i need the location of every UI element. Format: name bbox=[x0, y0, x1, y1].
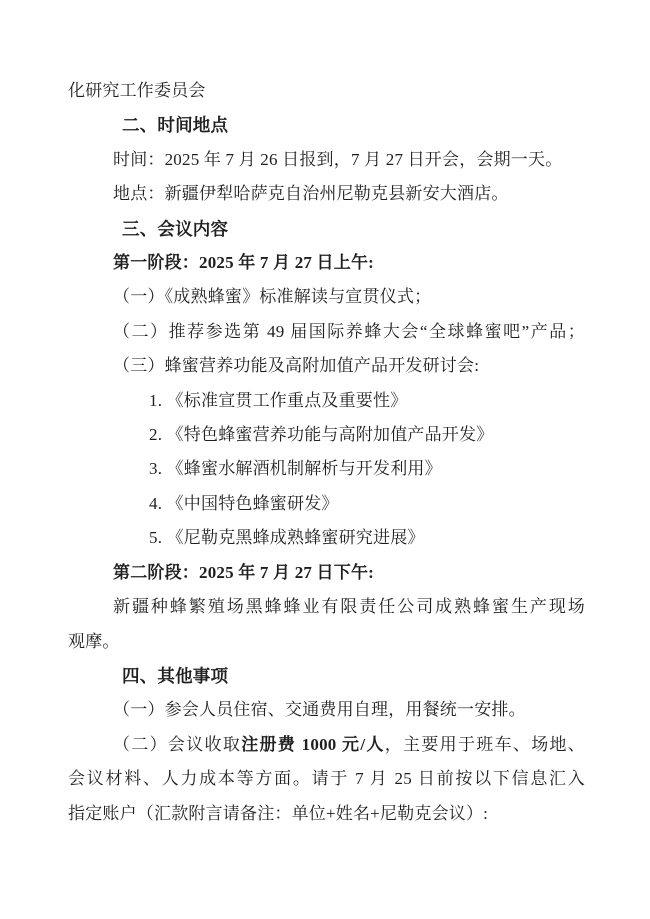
text-run: 2. 《特色蜂蜜营养功能与高附加值产品开发》 bbox=[149, 425, 494, 445]
text-run: 化研究工作委员会 bbox=[68, 81, 206, 100]
line-site-visit-continuation bbox=[68, 625, 585, 659]
line-site-visit bbox=[113, 590, 585, 624]
line-fee-continuation-1 bbox=[68, 762, 585, 796]
talk-item-3 bbox=[149, 452, 585, 486]
text-run: （三）蜂蜜营养功能及高附加值产品开发研讨会: bbox=[113, 356, 480, 376]
agenda-item-1 bbox=[113, 280, 585, 314]
heading-other-matters bbox=[122, 659, 585, 693]
text-run: （一）《成熟蜂蜜》标准解读与宣贯仪式； bbox=[113, 287, 432, 307]
talk-item-2 bbox=[149, 418, 585, 452]
text-run: 新疆种蜂繁殖场黑蜂蜂业有限责任公司成熟蜂蜜生产现场 bbox=[113, 597, 585, 617]
heading-phase-1 bbox=[113, 246, 585, 280]
agenda-item-3 bbox=[113, 349, 585, 383]
line-fee-continuation-2 bbox=[68, 797, 585, 831]
text-run: 时间：2025 年 7 月 26 日报到，7 月 27 日开会，会期一天。 bbox=[113, 149, 563, 169]
text-run: 第一阶段：2025 年 7 月 27 日上午: bbox=[113, 253, 375, 273]
text-run: 4. 《中国特色蜂蜜研发》 bbox=[149, 493, 339, 513]
line-meeting-location bbox=[113, 177, 585, 211]
text-run: （一）参会人员住宿、交通费用自理，用餐统一安排。 bbox=[113, 700, 526, 720]
text-run: 3. 《蜂蜜水解酒机制解析与开发利用》 bbox=[149, 459, 442, 479]
line-meeting-time bbox=[113, 143, 585, 177]
line-committee-continuation bbox=[68, 74, 585, 108]
text-run: 第二阶段：2025 年 7 月 27 日下午: bbox=[113, 562, 375, 582]
other-item-1-lodging bbox=[113, 693, 585, 727]
text-run: 三、会议内容 bbox=[122, 218, 229, 239]
heading-time-location bbox=[122, 108, 585, 142]
text-run: ，主要用于班车、场地、 bbox=[384, 734, 586, 754]
text-run: （二）会议收取 bbox=[113, 734, 242, 754]
talk-item-5 bbox=[149, 521, 585, 555]
document-text-column bbox=[68, 74, 585, 831]
text-run: 观摩。 bbox=[68, 631, 120, 651]
heading-meeting-content bbox=[122, 212, 585, 246]
agenda-item-2 bbox=[113, 315, 585, 349]
talk-item-4 bbox=[149, 487, 585, 521]
text-run: （二）推荐参选第 49 届国际养蜂大会“全球蜂蜜吧”产品； bbox=[113, 321, 585, 341]
heading-phase-2 bbox=[113, 556, 585, 590]
text-run: 指定账户（汇款附言请备注：单位+姓名+尼勒克会议）: bbox=[68, 803, 489, 823]
text-run: 二、时间地点 bbox=[122, 115, 229, 136]
text-run: 四、其他事项 bbox=[122, 665, 229, 686]
text-run: 会议材料、人力成本等方面。请于 7 月 25 日前按以下信息汇入 bbox=[68, 769, 585, 789]
text-run: 5. 《尼勒克黑蜂成熟蜂蜜研究进展》 bbox=[149, 528, 425, 548]
talk-item-1 bbox=[149, 384, 585, 418]
text-run: 1. 《标准宣贯工作重点及重要性》 bbox=[149, 390, 408, 410]
registration-fee-text: 注册费 1000 元/人 bbox=[241, 734, 385, 754]
text-run: 地点：新疆伊犁哈萨克自治州尼勒克县新安大酒店。 bbox=[113, 184, 509, 204]
other-item-2-fee bbox=[113, 728, 585, 762]
